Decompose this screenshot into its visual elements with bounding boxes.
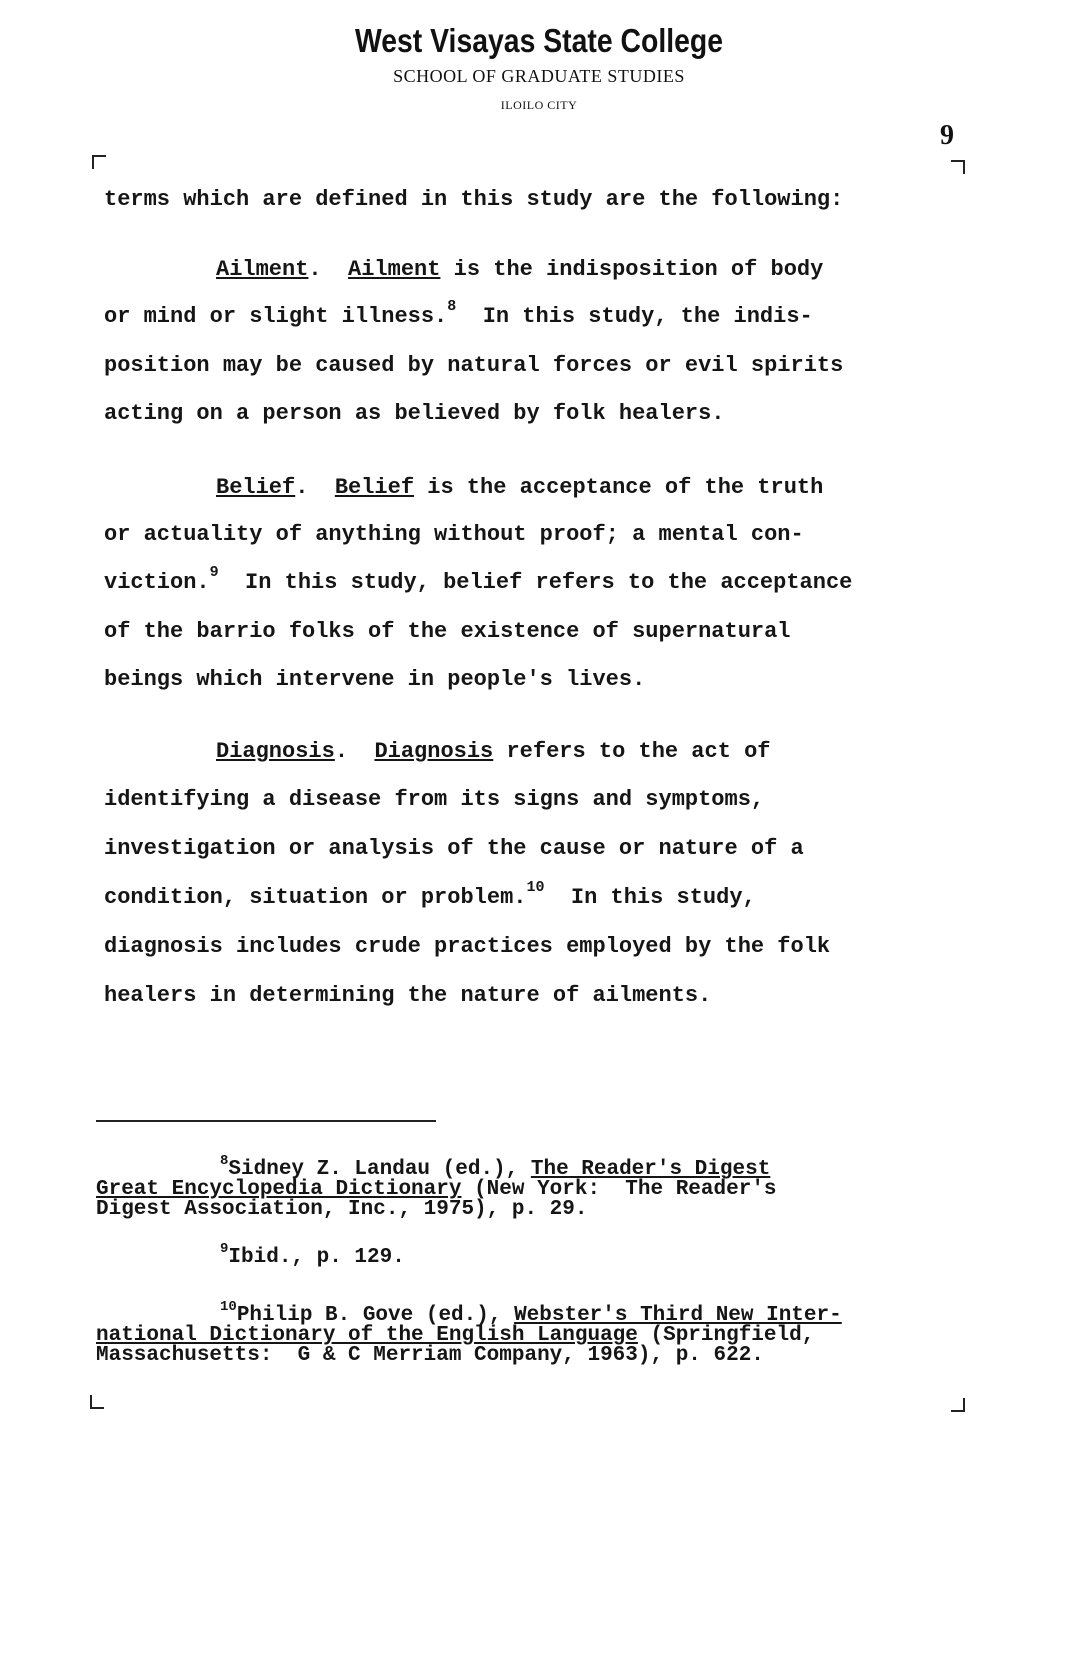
definition-line: Belief. Belief is the acceptance of the truth [216, 475, 824, 500]
text-span: In this study, [570, 885, 756, 910]
crop-mark-top-right [951, 160, 965, 174]
page-number: 9 [940, 120, 954, 151]
footnote-8-line [96, 1180, 976, 1200]
text-span: In this study, belief refers to the acceptance [245, 570, 853, 595]
school-name: SCHOOL OF GRADUATE STUDIES [393, 66, 685, 86]
term-heading: Belief [216, 475, 296, 500]
text-span: viction. [104, 570, 210, 595]
definition-line: or actuality of anything without proof; a mental con- [104, 522, 804, 547]
text-span: In this study, the indis- [482, 304, 813, 329]
definition-line: beings which intervene in people's lives. [104, 667, 646, 692]
footnote-ref: 10 [526, 879, 545, 896]
term-heading: Ailment [216, 257, 309, 282]
definition-line: position may be caused by natural forces or evil spirits [104, 353, 844, 378]
footnote-10-line: Massachusetts: G & C Merriam Company, 1963), p. 622. [96, 1344, 764, 1367]
definition-line: diagnosis includes crude practices employed by the folk [104, 934, 831, 959]
definition-line: of the barrio folks of the existence of supernatural [104, 619, 791, 644]
term-heading: Diagnosis [216, 739, 335, 764]
footnote-8-line [220, 1153, 1078, 1181]
text-span: Ibid., p. 129. [228, 1246, 405, 1269]
term-inline: Belief [334, 475, 415, 500]
footnote-number: 8 [220, 1153, 229, 1169]
footnote-rule [96, 1120, 436, 1122]
footnote-8-line: Digest Association, Inc., 1975), p. 29. [96, 1198, 588, 1221]
college-name: West Visayas State College [354, 22, 724, 59]
intro-line: terms which are defined in this study are the following: [104, 187, 844, 212]
text-span: refers to the act of [506, 739, 771, 764]
definition-line: identifying a disease from its signs and symptoms, [104, 787, 765, 812]
footnote-ref: 8 [447, 298, 457, 315]
crop-mark-bottom-left [90, 1395, 104, 1409]
text-span: condition, situation or problem. [104, 885, 527, 910]
text-span: (New York: The Reader's [461, 1178, 777, 1201]
text-span: is the acceptance of the truth [427, 475, 824, 500]
crop-mark-top-left [92, 155, 106, 169]
text-span: or mind or slight illness. [104, 304, 448, 329]
book-title: The Reader's Digest [530, 1158, 771, 1181]
term-inline: Ailment [348, 257, 441, 282]
footnote-number: 10 [220, 1299, 237, 1315]
definition-line: Ailment. Ailment is the indisposition of body [216, 257, 824, 282]
footnote-ref: 9 [209, 564, 219, 581]
definition-line: healers in determining the nature of ailments. [104, 983, 712, 1008]
crop-mark-bottom-right [951, 1398, 965, 1412]
footnote-10-line [96, 1326, 976, 1346]
book-title: national Dictionary of the English Language [96, 1324, 638, 1347]
definition-line: Diagnosis. Diagnosis refers to the act of [216, 739, 771, 764]
book-title: Webster's Third New Inter- [514, 1304, 842, 1327]
definition-line [104, 879, 964, 912]
city-name: ILOILO CITY [500, 98, 578, 112]
definition-line [104, 298, 964, 331]
text-span: (Springfield, [637, 1324, 815, 1347]
footnote-9-line [220, 1241, 1078, 1269]
definition-line: acting on a person as believed by folk healers. [104, 401, 725, 426]
term-inline: Diagnosis [374, 739, 494, 764]
footnote-number: 9 [220, 1241, 229, 1257]
book-title: Great Encyclopedia Dictionary [96, 1178, 462, 1201]
footnote-10-line [220, 1299, 1078, 1327]
text-span: is the indisposition of body [453, 257, 824, 282]
text-span: Sidney Z. Landau (ed.), [228, 1158, 531, 1181]
definition-line: investigation or analysis of the cause or nature of a [104, 836, 804, 861]
definition-line [104, 564, 964, 597]
text-span: Philip B. Gove (ed.), [236, 1304, 515, 1327]
